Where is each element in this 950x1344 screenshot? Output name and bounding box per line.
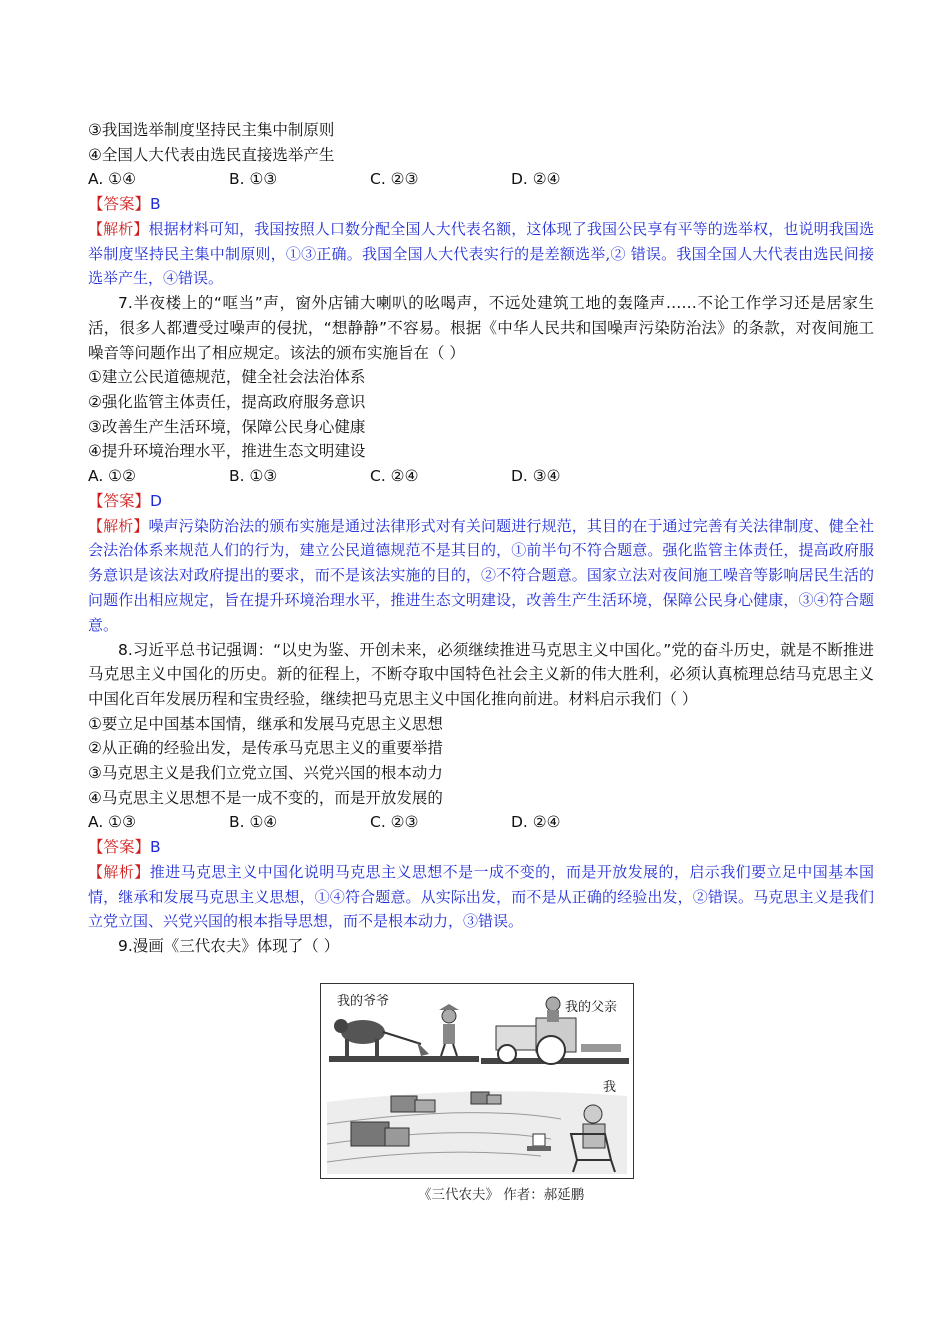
q7-options <box>88 464 874 489</box>
q6-options <box>88 167 874 192</box>
q8-option-c: C. ②③ <box>370 813 419 832</box>
q6-option-a: A. ①④ <box>88 170 136 189</box>
label-me: 我 <box>603 1080 617 1095</box>
q8-options <box>88 810 874 835</box>
q7-answer: 【答案】D <box>88 491 162 510</box>
q7-option-c: C. ②④ <box>370 467 419 486</box>
q8-stem: 8.习近平总书记强调：“以史为鉴、开创未来，必须继续推进马克思主义中国化。”党的奋斗历史，就是不断推进马克思主义中国化的历史。新的征程上，不断夺取中国特色社会主义新的伟大胜利，必须认真梳理总结马克思主义中国化百年发展历程和宝贵经验，继续把马克思主义中国化推向前进。材料启示我们（ ） <box>88 640 874 708</box>
q6-item-3: ③我国选举制度坚持民主集中制原则 <box>88 121 335 139</box>
q8-explanation: 【解析】推进马克思主义中国化说明马克思主义思想不是一成不变的，而是开放发展的，启示我们要立足中国基本国情，继承和发展马克思主义思想，①④符合题意。从实际出发，而不是从正确的经验出发，②错误。马克思主义是我们立党立国、兴党兴国的根本指导思想，而不是根本动力，③错误。 <box>88 862 874 931</box>
q6-option-c: C. ②③ <box>370 170 419 189</box>
q8-item-1: ①要立足中国基本国情，继承和发展马克思主义思想 <box>88 714 443 733</box>
q7-option-a: A. ①② <box>88 467 136 486</box>
cartoon-figure <box>320 983 634 1179</box>
q8-item-2: ②从正确的经验出发，是传承马克思主义的重要举措 <box>88 739 443 758</box>
label-grandpa: 我的爷爷 <box>337 994 390 1009</box>
ox-plowing-scene <box>329 1004 479 1062</box>
q8-option-b: B. ①④ <box>229 813 278 832</box>
q8-option-d: D. ②④ <box>511 813 561 832</box>
q6-answer: 【答案】B <box>88 195 161 214</box>
q8-option-a: A. ①③ <box>88 813 136 832</box>
q8-answer: 【答案】B <box>88 838 161 857</box>
q8-item-3: ③马克思主义是我们立党立国、兴党兴国的根本动力 <box>88 764 443 783</box>
q8-item-4: ④马克思主义思想不是一成不变的，而是开放发展的 <box>88 788 443 807</box>
label-father: 我的父亲 <box>565 1000 618 1015</box>
q7-option-b: B. ①③ <box>229 467 278 486</box>
q7-item-3: ③改善生产生活环境，保障公民身心健康 <box>88 417 366 436</box>
q7-item-1: ①建立公民道德规范，健全社会法治体系 <box>88 368 366 387</box>
q7-item-4: ④提升环境治理水平，推进生态文明建设 <box>88 442 366 461</box>
q6-item-4: ④全国人大代表由选民直接选举产生 <box>88 145 335 164</box>
q6-explanation: 【解析】根据材料可知，我国按照人口数分配全国人大代表名额，这体现了我国公民享有平等的选举权，也说明我国选举制度坚持民主集中制原则，①③正确。我国全国人大代表实行的是差额选举,② 错误。我国全国人大代表由选民间接选举产生，④错误。 <box>88 219 874 288</box>
modern-farm-scene <box>327 1091 627 1174</box>
q6-option-d: D. ②④ <box>511 170 561 189</box>
document-page <box>88 118 874 959</box>
q7-stem: 7.半夜楼上的“哐当”声，窗外店铺大喇叭的吆喝声，不远处建筑工地的轰隆声……不论工作学习还是居家生活，很多人都遭受过噪声的侵扰，“想静静”不容易。根据《中华人民共和国噪声污染防治法》的条款，对夜间施工噪音等问题作出了相应规定。该法的颁布实施旨在（ ） <box>88 294 874 362</box>
q7-explanation: 【解析】噪声污染防治法的颁布实施是通过法律形式对有关问题进行规范，其目的在于通过完善有关法律制度、健全社会法治体系来规范人们的行为，建立公民道德规范不是其目的，①前半句不符合题意。强化监管主体责任，提高政府服务意识是该法对政府提出的要求，而不是该法实施的目的，②不符合题意。国家立法对夜间施工噪音等影响居民生活的问题作出相应规定，旨在提升环境治理水平，推进生态文明建设，改善生产生活环境，保障公民身心健康，③④符合题意。 <box>88 516 874 634</box>
q7-option-d: D. ③④ <box>511 467 561 486</box>
q9-stem: 9.漫画《三代农夫》体现了（ ） <box>118 937 340 956</box>
q7-item-2: ②强化监管主体责任，提高政府服务意识 <box>88 393 366 412</box>
cartoon-caption: 《三代农夫》 作者：郝延鹏 <box>418 1187 585 1203</box>
q6-option-b: B. ①③ <box>229 170 278 189</box>
